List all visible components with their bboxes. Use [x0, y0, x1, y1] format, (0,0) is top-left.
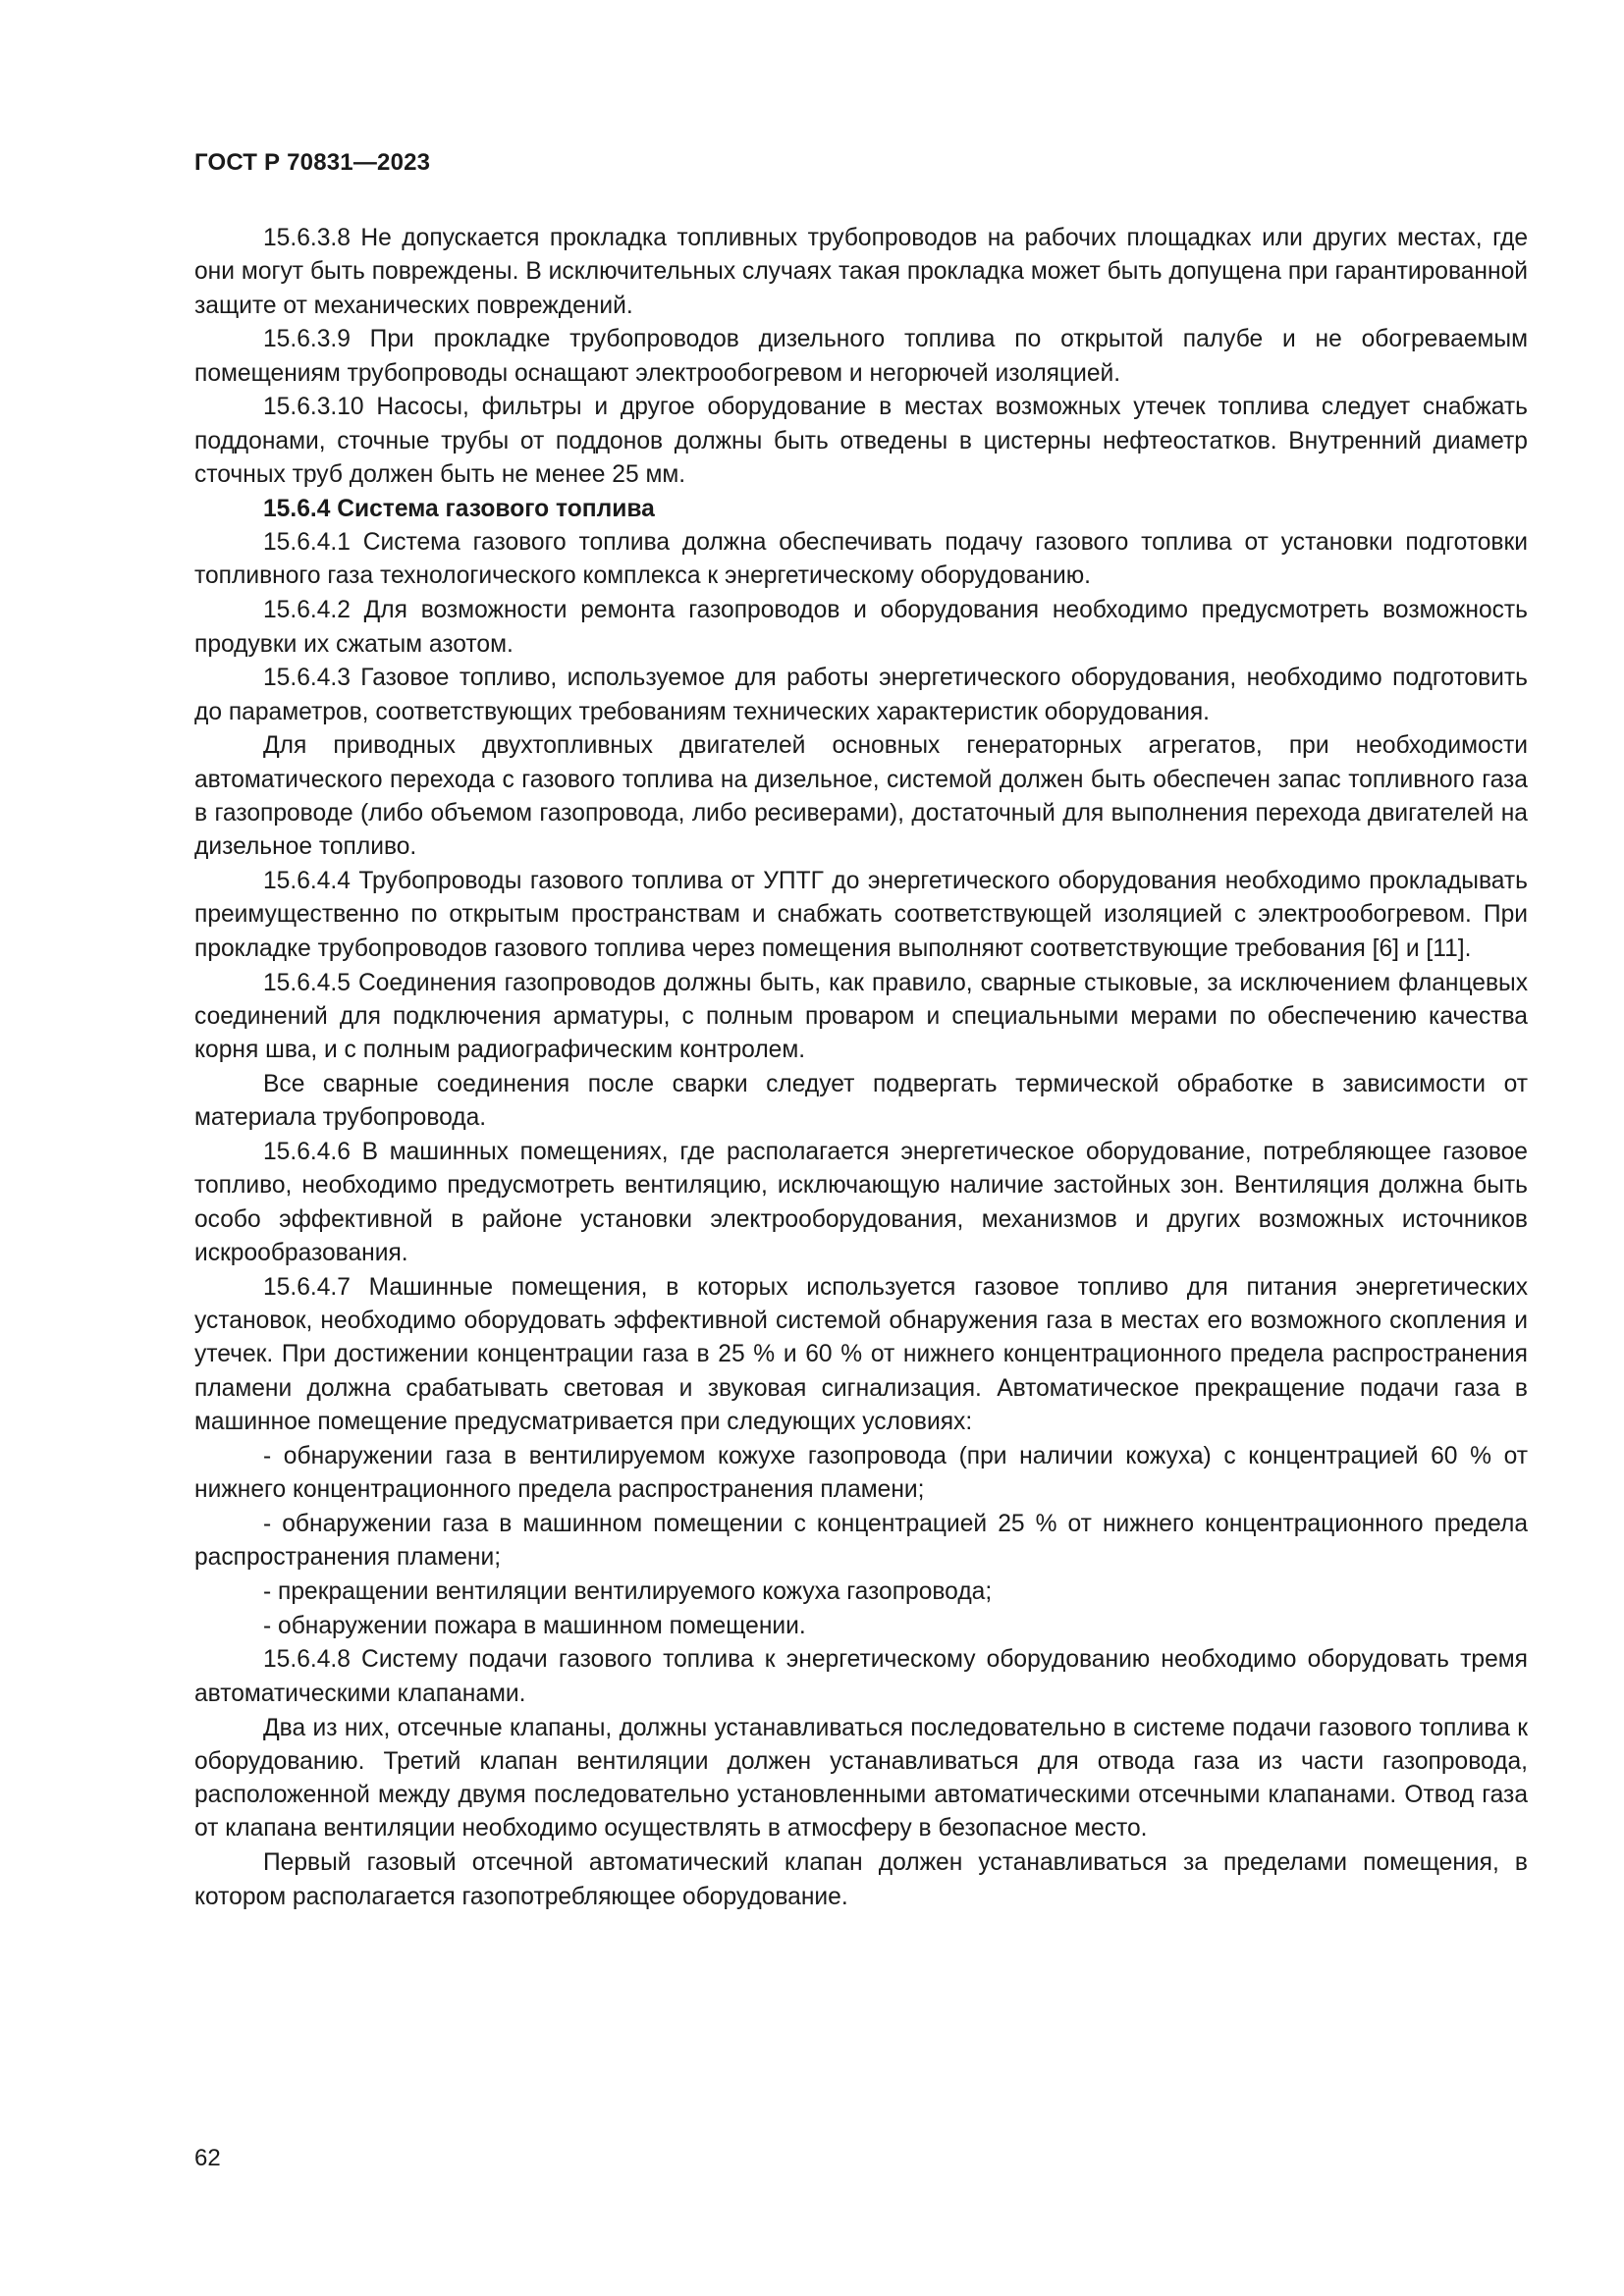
paragraph-15-6-3-9: 15.6.3.9 При прокладке трубопроводов дизельного топлива по открытой палубе и не обогреваемым помещениям трубопроводы оснащают электрообогревом и негорючей изоляцией.: [194, 326, 1528, 387]
paragraph-15-6-4-3: 15.6.4.3 Газовое топливо, используемое для работы энергетического оборудования, необходимо подготовить до параметров, соответствующих требованиям технических характеристик оборудования.: [194, 665, 1528, 725]
paragraph-15-6-4-8: 15.6.4.8 Систему подачи газового топлива к энергетическому оборудованию необходимо оборудовать тремя автоматическими клапанами.: [194, 1646, 1528, 1707]
paragraph-15-6-3-8: 15.6.3.8 Не допускается прокладка топливных трубопроводов на рабочих площадках или других местах, где они могут быть повреждены. В исключительных случаях такая прокладка может быть допущена при гарантированной защите от механических повреждений.: [194, 225, 1528, 319]
list-item: - прекращении вентиляции вентилируемого кожуха газопровода;: [263, 1577, 993, 1605]
document-header: ГОСТ Р 70831—2023: [194, 149, 431, 176]
paragraph-15-6-4-7: 15.6.4.7 Машинные помещения, в которых используется газовое топливо для питания энергетических установок, необходимо оборудовать эффективной системой обнаружения газа в местах его возможного скопления и утечек. При достижении концентрации газа в 25 % и 60 % от нижнего концентрационного предела распространения пламени должна срабатывать световая и звуковая сигнализация. Автоматическое прекращение подачи газа в машинное помещение предусматривается при следующих условиях:: [194, 1273, 1528, 1435]
page-number: 62: [194, 2145, 221, 2171]
paragraph-shutoff-valves: Два из них, отсечные клапаны, должны устанавливаться последовательно в системе подачи газового топлива к оборудованию. Третий клапан вентиляции должен устанавливаться для отвода газа из части газопровода, расположенной между двумя последовательно установленными автоматическими отсечными клапанами. Отвод газа от клапана вентиляции необходимо осуществлять в атмосферу в безопасное место.: [194, 1714, 1528, 1842]
list-item: - обнаружении газа в вентилируемом кожухе газопровода (при наличии кожуха) с концентрацией 60 % от нижнего концентрационного предела распространения пламени;: [194, 1442, 1528, 1503]
paragraph-15-6-3-10: 15.6.3.10 Насосы, фильтры и другое оборудование в местах возможных утечек топлива следует снабжать поддонами, сточные трубы от поддонов должны быть отведены в цистерны нефтеостатков. Внутренний диаметр сточных труб должен быть не менее 25 мм.: [194, 394, 1528, 489]
paragraph-welded-joints: Все сварные соединения после сварки следует подвергать термической обработке в зависимости от материала трубопровода.: [194, 1070, 1528, 1132]
paragraph-dual-fuel-engines: Для приводных двухтопливных двигателей основных генераторных агрегатов, при необходимости автоматического перехода с газового топлива на дизельное, системой должен быть обеспечен запас топливного газа в газопроводе (либо объемом газопровода, либо ресиверами), достаточный для выполнения перехода двигателей на дизельное топливо.: [194, 732, 1528, 861]
paragraph-15-6-4-6: 15.6.4.6 В машинных помещениях, где располагается энергетическое оборудование, потребляющее газовое топливо, необходимо предусмотреть вентиляцию, исключающую наличие застойных зон. Вентиляция должна быть особо эффективной в районе установки электрооборудования, механизмов и других возможных источников искрообразования.: [194, 1139, 1528, 1266]
paragraph-first-valve: Первый газовый отсечной автоматический клапан должен устанавливаться за пределами помещения, в котором располагается газопотребляющее оборудование.: [194, 1849, 1528, 1910]
document-body: [194, 222, 1528, 1914]
paragraph-15-6-4-4: 15.6.4.4 Трубопроводы газового топлива от УПТГ до энергетического оборудования необходимо прокладывать преимущественно по открытым пространствам и снабжать соответствующей изоляцией с электрообогревом. При прокладке трубопроводов газового топлива через помещения выполняют соответствующие требования [6] и [11].: [194, 868, 1528, 962]
paragraph-15-6-4-2: 15.6.4.2 Для возможности ремонта газопроводов и оборудования необходимо предусмотреть возможность продувки их сжатым азотом.: [194, 597, 1528, 658]
section-heading-15-6-4: 15.6.4 Система газового топлива: [263, 495, 655, 522]
paragraph-15-6-4-5: 15.6.4.5 Соединения газопроводов должны быть, как правило, сварные стыковые, за исключением фланцевых соединений для подключения арматуры, с полным проваром и специальными мерами по обеспечению качества корня шва, и с полным радиографическим контролем.: [194, 969, 1528, 1064]
list-item: - обнаружении пожара в машинном помещении.: [263, 1612, 806, 1639]
list-item: - обнаружении газа в машинном помещении с концентрацией 25 % от нижнего концентрационного предела распространения пламени;: [194, 1510, 1528, 1572]
paragraph-15-6-4-1: 15.6.4.1 Система газового топлива должна обеспечивать подачу газового топлива от установки подготовки топливного газа технологического комплекса к энергетическому оборудованию.: [194, 529, 1528, 590]
